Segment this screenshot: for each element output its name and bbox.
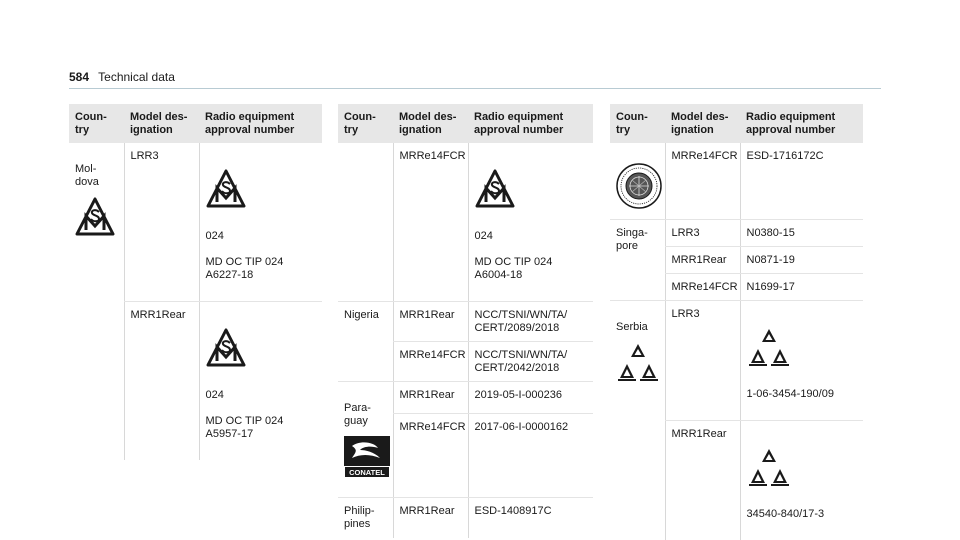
table-column-1 <box>69 104 322 460</box>
ntc-seal-icon <box>616 163 662 209</box>
header-country: Coun- try <box>338 104 393 143</box>
country-moldova: Mol- dova <box>69 143 124 460</box>
model-cell: MRR1Rear <box>393 382 468 414</box>
table-column-2 <box>338 104 593 538</box>
country-philippines: Philip- pines <box>338 498 393 538</box>
header-rule <box>69 88 881 89</box>
approval-cell: N0380-15 <box>740 220 863 247</box>
page-number: 584 <box>69 70 89 84</box>
header-model: Model des- ignation <box>665 104 740 143</box>
serbia-triangles-icon <box>747 447 791 487</box>
country-serbia: Serbia <box>610 301 665 540</box>
model-cell: LRR3 <box>665 220 740 247</box>
page-header <box>69 70 175 84</box>
approval-cell: NCC/TSNI/WN/TA/ CERT/2042/2018 <box>468 342 593 382</box>
model-cell: MRR1Rear <box>393 302 468 342</box>
header-approval: Radio equipment approval number <box>468 104 593 143</box>
svg-text:CONATEL: CONATEL <box>349 468 385 477</box>
country-paraguay: Para- guay CONATEL <box>338 382 393 498</box>
model-cell: MRRe14FCR <box>393 143 468 302</box>
approval-cell: 1-06-3454-190/09 <box>740 301 863 421</box>
approval-cell: N0871-19 <box>740 247 863 274</box>
rcm-icon <box>206 169 246 209</box>
approval-cell: N1699-17 <box>740 274 863 301</box>
header-model: Model des- ignation <box>393 104 468 143</box>
approval-cell: 024 MD OC TIP 024 A5957-17 <box>199 302 322 461</box>
model-cell: LRR3 <box>665 301 740 421</box>
header-model: Model des- ignation <box>124 104 199 143</box>
country-singapore: Singa- pore <box>610 220 665 301</box>
approval-cell: ESD-1716172C <box>740 143 863 220</box>
country-cell-empty <box>338 143 393 302</box>
rcm-icon <box>475 169 515 209</box>
model-cell: MRRe14FCR <box>393 413 468 497</box>
table-column-3 <box>610 104 863 540</box>
serbia-triangles-icon <box>616 342 660 382</box>
model-cell: MRR1Rear <box>124 302 199 461</box>
country-nigeria: Nigeria <box>338 302 393 382</box>
model-cell: MRR1Rear <box>665 247 740 274</box>
rcm-icon <box>75 197 115 237</box>
conatel-logo-icon <box>344 436 390 478</box>
approval-cell: 024 MD OC TIP 024 A6227-18 <box>199 143 322 302</box>
approval-cell: 2019-05-I-000236 <box>468 382 593 414</box>
approval-cell: 2017-06-I-0000162 <box>468 413 593 497</box>
approval-cell: 024 MD OC TIP 024 A6004-18 <box>468 143 593 302</box>
model-cell: MRRe14FCR <box>665 143 740 220</box>
country-philippines-seal <box>610 143 665 220</box>
serbia-triangles-icon <box>747 327 791 367</box>
approval-cell: 34540-840/17-3 <box>740 421 863 540</box>
approval-cell: ESD-1408917C <box>468 498 593 538</box>
header-approval: Radio equipment approval number <box>740 104 863 143</box>
section-title: Technical data <box>98 70 175 84</box>
model-cell: MRRe14FCR <box>665 274 740 301</box>
approval-cell: NCC/TSNI/WN/TA/ CERT/2089/2018 <box>468 302 593 342</box>
header-country: Coun- try <box>69 104 124 143</box>
header-approval: Radio equipment approval number <box>199 104 322 143</box>
model-cell: MRRe14FCR <box>393 342 468 382</box>
model-cell: LRR3 <box>124 143 199 302</box>
rcm-icon <box>206 328 246 368</box>
model-cell: MRR1Rear <box>665 421 740 540</box>
model-cell: MRR1Rear <box>393 498 468 538</box>
header-country: Coun- try <box>610 104 665 143</box>
